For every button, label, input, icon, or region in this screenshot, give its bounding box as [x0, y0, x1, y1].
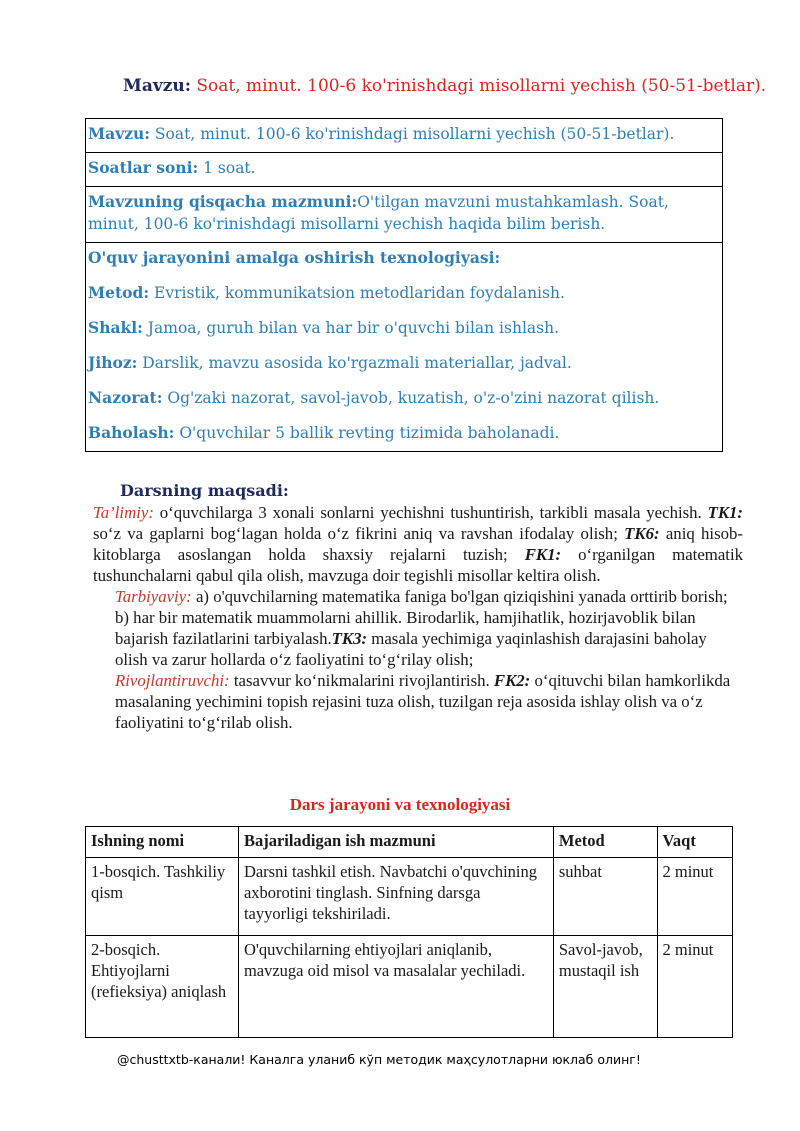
lesson-stages-table	[85, 826, 733, 1038]
development-label: Rivojlantiruvchi:	[115, 671, 230, 690]
educational-text-2: so‘z va gaplarni bog‘lagan holda o‘z fikrini aniq va ravshan ifodalay olish;	[93, 524, 625, 543]
development-goal	[93, 670, 743, 733]
hours-cell	[86, 153, 723, 187]
summary-label: Mavzuning qisqacha mazmuni:	[88, 192, 358, 211]
column-header: Ishning nomi	[86, 827, 239, 858]
title-value: Soat, minut. 100-6 ko'rinishdagi misollarni yechish (50-51-betlar).	[191, 76, 767, 96]
control-label: Nazorat:	[88, 388, 163, 407]
summary-cell	[86, 187, 723, 243]
educational-label: Ta’limiy:	[93, 503, 154, 522]
upbringing-text-1: a) o'quvchilarning matematika faniga bo'lgan qiziqishini yanada orttirib borish; b) har bir matematik muammolarni ahillik. Birodarlik, hamjihatlik, hozirjavoblik bilan bajarish fazilatlarini tarbiyalash.	[115, 587, 728, 648]
goals-heading: Darsning maqsadi:	[120, 481, 289, 500]
topic-label: Mavzu:	[88, 124, 150, 143]
column-header: Bajariladigan ish mazmuni	[238, 827, 553, 858]
table-row	[86, 153, 723, 187]
tk3-label: TK3:	[331, 629, 368, 648]
stages-title: Dars jarayoni va texnologiyasi	[289, 795, 511, 814]
lesson-info-table	[85, 118, 723, 452]
grading-label: Baholash:	[88, 423, 175, 442]
educational-text-3: aniq hisob-kitoblarga asoslangan holda shaxsiy rejalarni tuzish;	[93, 524, 743, 564]
fk2-label: FK2:	[493, 671, 531, 690]
equipment-label: Jihoz:	[88, 353, 138, 372]
table-row	[86, 187, 723, 243]
tk1-label: TK1:	[707, 503, 743, 522]
stage-content-cell: O'quvchilarning ehtiyojlari aniqlanib, mavzuga oid misol va masalalar yechiladi.	[238, 936, 553, 1038]
page-footer: @chusttxtb-канали! Каналга уланиб кўп методик маҳсулотларни юклаб олинг!	[117, 1052, 641, 1067]
technology-cell	[86, 243, 723, 452]
table-row	[86, 119, 723, 153]
title-label: Mavzu:	[123, 76, 191, 96]
educational-text-4: o‘rganilgan matematik tushunchalarni qabul qila olish, mavzuga doir tegishli misollar keltira olish.	[93, 545, 743, 585]
stage-time-cell: 2 minut	[657, 858, 732, 936]
educational-text-1: o‘quvchilarga 3 xonali sonlarni yechishni tushuntirish, tarkibli masala yechish.	[153, 503, 708, 522]
hours-value: 1 soat.	[198, 159, 256, 177]
lesson-goals	[93, 480, 743, 733]
equipment-value: Darslik, mavzu asosida ko'rgazmali materiallar, jadval.	[137, 354, 572, 372]
method-label: Metod:	[88, 283, 150, 302]
upbringing-label: Tarbiyaviy:	[115, 587, 192, 606]
stage-name-cell: 1-bosqich. Tashkiliy qism	[86, 858, 239, 936]
control-value: Og'zaki nazorat, savol-javob, kuzatish, o'z-o'zini nazorat qilish.	[162, 389, 660, 407]
table-row	[86, 936, 733, 1038]
grading-value: O'quvchilar 5 ballik revting tizimida baholanadi.	[174, 424, 560, 442]
column-header: Vaqt	[657, 827, 732, 858]
summary-value: O'tilgan mavzuni mustahkamlash. Soat, minut, 100-6 ko'rinishdagi misollarni yechish haqida bilim berish.	[88, 193, 669, 233]
upbringing-text-2: masala yechimiga yaqinlashish darajasini baholay olish va zarur hollarda o‘z faoliyatini to‘g‘rilay olish;	[115, 629, 707, 669]
topic-value: Soat, minut. 100-6 ko'rinishdagi misollarni yechish (50-51-betlar).	[150, 125, 675, 143]
development-text-1: tasavvur ko‘nikmalarini rivojlantirish.	[229, 671, 494, 690]
form-value: Jamoa, guruh bilan va har bir o'quvchi bilan ishlash.	[142, 319, 560, 337]
topic-cell	[86, 119, 723, 153]
tech-heading: O'quv jarayonini amalga oshirish texnologiyasi:	[88, 248, 501, 267]
fk1-label: FK1:	[524, 545, 562, 564]
column-header: Metod	[553, 827, 657, 858]
stage-time-cell: 2 minut	[657, 936, 732, 1038]
table-header-row	[86, 827, 733, 858]
table-row	[86, 243, 723, 452]
stage-name-cell: 2-bosqich. Ehtiyojlarni (refieksiya) aniqlash	[86, 936, 239, 1038]
educational-goal	[93, 502, 743, 586]
tk6-label: TK6:	[624, 524, 660, 543]
form-label: Shakl:	[88, 318, 143, 337]
stage-method-cell: suhbat	[553, 858, 657, 936]
stage-content-cell: Darsni tashkil etish. Navbatchi o'quvchining axborotini tinglash. Sinfning darsga tayyorligi tekshiriladi.	[238, 858, 553, 936]
page-title	[123, 76, 766, 96]
upbringing-goal	[93, 586, 743, 670]
hours-label: Soatlar soni:	[88, 158, 199, 177]
table-row	[86, 858, 733, 936]
method-value: Evristik, kommunikatsion metodlaridan foydalanish.	[149, 284, 565, 302]
stage-method-cell: Savol-javob, mustaqil ish	[553, 936, 657, 1038]
development-text-2: o‘qituvchi bilan hamkorlikda masalaning yechimini topish rejasini tuza olish, tuzilgan reja asosida ishlay olish va o‘z faoliyatini to‘g‘rilab olish.	[115, 671, 731, 732]
